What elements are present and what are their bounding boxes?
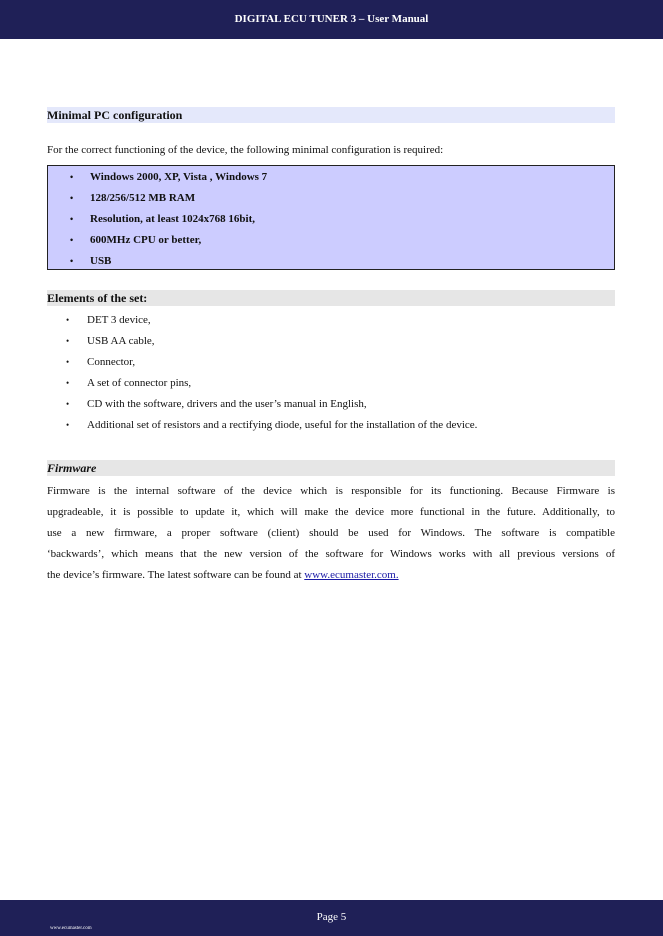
requirement-item: • USB bbox=[48, 252, 267, 273]
element-item: • Additional set of resistors and a rectifying diode, useful for the installation of the device. bbox=[66, 419, 478, 431]
paragraph-line: Firmware is the internal software of the device which is responsible for its functioning. Because Firmware is bbox=[47, 485, 615, 497]
header-title: DIGITAL ECU TUNER 3 – User Manual bbox=[234, 13, 429, 25]
requirement-item: • 600MHz CPU or better, bbox=[48, 231, 267, 252]
element-item: • A set of connector pins, bbox=[66, 377, 192, 389]
bullet-icon: • bbox=[66, 420, 70, 430]
firmware-heading: Firmware bbox=[47, 460, 615, 476]
bullet-icon: • bbox=[66, 357, 70, 367]
minimal-config-heading: Minimal PC configuration bbox=[47, 107, 615, 123]
footer-site: www.ecumaster.com bbox=[50, 926, 92, 931]
paragraph-line: upgradeable, it is possible to update it, which will make the device more functional in the future. Additionally, to bbox=[47, 506, 615, 518]
paragraph-line: the device’s firmware. The latest software can be found at www.ecumaster.com. bbox=[47, 569, 399, 581]
page-footer bbox=[0, 900, 663, 936]
minimal-config-intro: For the correct functioning of the device, the following minimal configuration is required: bbox=[47, 144, 444, 156]
bullet-icon: • bbox=[70, 172, 74, 182]
bullet-icon: • bbox=[70, 214, 74, 224]
element-item: • Connector, bbox=[66, 356, 136, 368]
bullet-icon: • bbox=[70, 193, 74, 203]
bullet-icon: • bbox=[70, 256, 74, 266]
requirements-box bbox=[47, 165, 615, 270]
requirements-list bbox=[48, 168, 267, 273]
requirement-item: • 128/256/512 MB RAM bbox=[48, 189, 267, 210]
ecumaster-link[interactable]: www.ecumaster.com. bbox=[304, 569, 399, 581]
paragraph-line: ‘backwards’, which means that the new version of the software for Windows works with all previous versions of bbox=[47, 548, 615, 560]
bullet-icon: • bbox=[66, 378, 70, 388]
firmware-paragraph bbox=[47, 481, 615, 586]
bullet-icon: • bbox=[66, 399, 70, 409]
page-header bbox=[0, 0, 663, 39]
element-item: • CD with the software, drivers and the user’s manual in English, bbox=[66, 398, 367, 410]
bullet-icon: • bbox=[70, 235, 74, 245]
page-number: Page 5 bbox=[316, 911, 347, 923]
elements-heading: Elements of the set: bbox=[47, 290, 615, 306]
requirement-item: • Windows 2000, XP, Vista , Windows 7 bbox=[48, 168, 267, 189]
bullet-icon: • bbox=[66, 336, 70, 346]
element-item: • DET 3 device, bbox=[66, 314, 151, 326]
paragraph-line: use a new firmware, a proper software (client) should be used for Windows. The software is compatible bbox=[47, 527, 615, 539]
bullet-icon: • bbox=[66, 315, 70, 325]
requirement-item: • Resolution, at least 1024x768 16bit, bbox=[48, 210, 267, 231]
elements-list bbox=[47, 312, 477, 438]
element-item: • USB AA cable, bbox=[66, 335, 155, 347]
